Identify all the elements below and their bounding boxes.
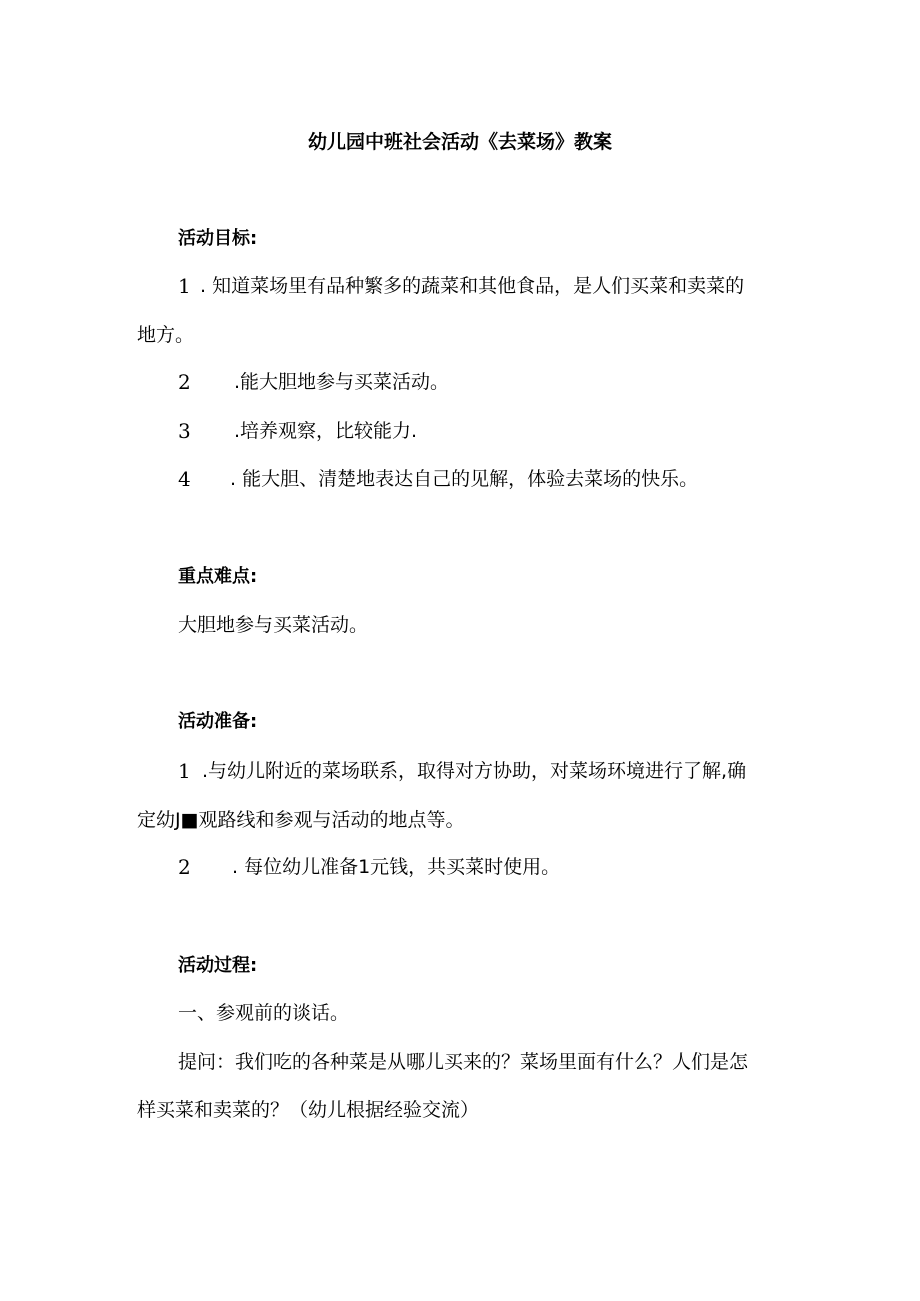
process-question-cont: 样买菜和卖菜的？（幼儿根据经验交流） <box>137 1099 480 1121</box>
preparation-heading: 活动准备: <box>178 711 258 732</box>
prep-1-number: 1 <box>178 759 191 783</box>
process-question: 提问：我们吃的各种菜是从哪儿买来的？菜场里面有什么？人们是怎 <box>178 1051 749 1073</box>
key-points-text: 大胆地参与买菜活动。 <box>178 614 369 636</box>
process-heading: 活动过程: <box>178 955 258 976</box>
prep-2-number: 2 <box>178 855 191 879</box>
goals-heading: 活动目标: <box>178 228 258 249</box>
goal-3-number: 3 <box>178 419 191 443</box>
goal-1-text: . 知道菜场里有品种繁多的蔬菜和其他食品，是人们买菜和卖菜的 <box>200 275 745 297</box>
prep-1-text: .与幼儿附近的菜场联系，取得对方协助，对菜场环境进行了解,确 <box>202 760 747 782</box>
goal-1-number: 1 <box>178 274 191 298</box>
prep-1-text-cont: 定幼J■观路线和参观与活动的地点等。 <box>137 809 465 831</box>
process-step-1: 一、参观前的谈话。 <box>178 1002 350 1024</box>
goal-2-text: .能大胆地参与买菜活动。 <box>234 371 450 393</box>
document-title: 幼儿园中班社会活动《去菜场》教案 <box>307 131 612 153</box>
goal-4-text: . 能大胆、清楚地表达自己的见解，体验去菜场的快乐。 <box>230 468 699 490</box>
goal-1-text-cont: 地方。 <box>137 324 195 346</box>
goal-3-text: .培养观察，比较能力. <box>234 420 418 442</box>
prep-2-text: . 每位幼儿准备1元钱，共买菜时使用。 <box>232 856 561 878</box>
key-points-heading: 重点难点: <box>178 566 258 587</box>
goal-4-number: 4 <box>178 467 191 491</box>
goal-2-number: 2 <box>178 370 191 394</box>
